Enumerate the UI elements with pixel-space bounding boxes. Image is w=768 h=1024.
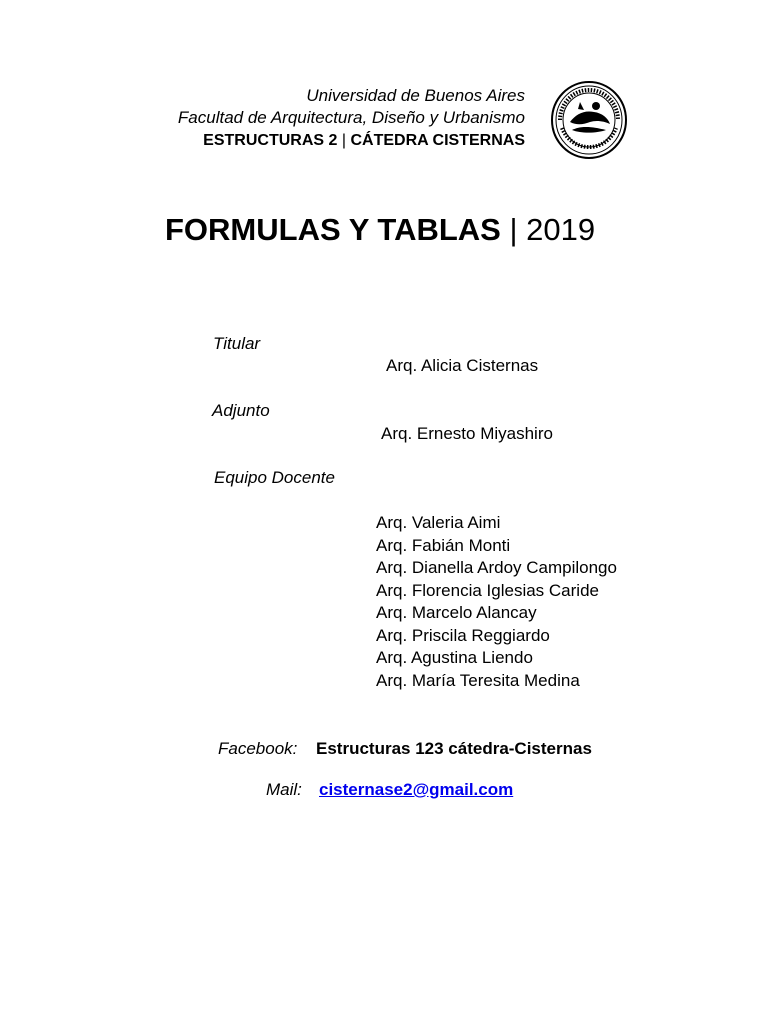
faculty-name: Facultad de Arquitectura, Diseño y Urbanismo (177, 108, 525, 127)
title-main: FORMULAS Y TABLAS (165, 212, 501, 247)
mail-link[interactable]: cisternase2@gmail.com (319, 780, 514, 799)
team-member: Arq. Priscila Reggiardo (376, 625, 550, 645)
facebook-value: Estructuras 123 cátedra-Cisternas (316, 739, 592, 758)
mail-label: Mail: (266, 780, 302, 799)
team-member: Arq. Florencia Iglesias Caride (376, 580, 599, 600)
document-title (165, 210, 595, 250)
team-member: Arq. Dianella Ardoy Campilongo (376, 558, 617, 577)
course-separator: | (341, 132, 347, 149)
adjunto-label: Adjunto (212, 401, 270, 420)
adjunto-name: Arq. Ernesto Miyashiro (381, 424, 553, 443)
team-member: Arq. Valeria Aimi (376, 513, 501, 532)
titular-label: Titular (213, 334, 261, 353)
team-member: Arq. Agustina Liendo (376, 648, 533, 667)
team-member: Arq. Fabián Monti (376, 535, 511, 555)
team-label: Equipo Docente (214, 468, 335, 487)
title-year: 2019 (526, 212, 596, 247)
team-member: Arq. Marcelo Alancay (376, 603, 537, 622)
course-header (203, 130, 525, 152)
titular-name: Arq. Alicia Cisternas (386, 356, 539, 375)
team-member: Arq. María Teresita Medina (376, 670, 580, 690)
facebook-label: Facebook: (218, 739, 298, 758)
university-seal-icon (550, 80, 628, 160)
university-name: Universidad de Buenos Aires (306, 86, 525, 105)
course-chair: CÁTEDRA CISTERNAS (350, 132, 525, 149)
team-list (376, 512, 617, 692)
title-separator: | (509, 212, 518, 247)
course-prefix: ESTRUCTURAS 2 (203, 132, 338, 149)
